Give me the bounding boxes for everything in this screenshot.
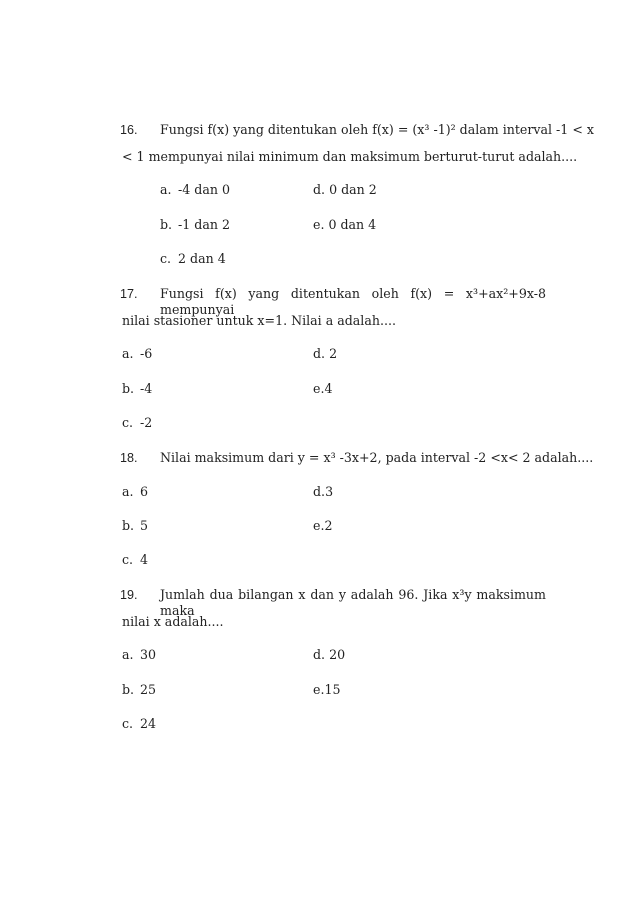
question-16-option-a: [160, 182, 230, 198]
option-text: -6: [140, 346, 153, 361]
option-label: a.: [122, 484, 134, 499]
question-17-text-line2: nilai stasioner untuk x=1. Nilai a adalah....: [122, 313, 396, 328]
option-label: b.: [122, 518, 135, 533]
question-16-option-c: [160, 251, 226, 267]
question-16-option-b: [160, 217, 230, 233]
question-18-option-a: [122, 484, 148, 500]
option-text: e.4: [313, 381, 333, 396]
question-16-text-line1: Fungsi f(x) yang ditentukan oleh f(x) = (x³ -1)² dalam interval -1 < x: [160, 122, 594, 137]
option-text: d. 20: [313, 647, 346, 662]
question-18-option-e: [313, 518, 332, 534]
option-text: 5: [140, 518, 149, 533]
option-text: -4 dan 0: [178, 182, 230, 197]
question-17-option-b: [122, 381, 152, 397]
question-17-number: 17.: [120, 287, 138, 301]
option-label: a.: [122, 346, 134, 361]
option-text: e.15: [313, 682, 341, 697]
question-17-option-c: [122, 415, 152, 431]
option-label: c.: [122, 552, 134, 567]
option-label: b.: [122, 381, 135, 396]
option-label: a.: [122, 647, 134, 662]
question-16-number: 16.: [120, 123, 138, 137]
question-18-option-c: [122, 552, 148, 568]
option-label: c.: [122, 415, 134, 430]
option-text: d.3: [313, 484, 334, 499]
option-text: 30: [140, 647, 157, 662]
question-19-text-line2: nilai x adalah....: [122, 614, 224, 629]
option-text: 25: [140, 682, 157, 697]
question-19-option-c: [122, 716, 156, 732]
option-text: e.2: [313, 518, 333, 533]
question-17-option-e: [313, 381, 332, 397]
question-16-option-d: [313, 182, 377, 198]
question-19-option-e: [313, 682, 340, 698]
option-label: a.: [160, 182, 172, 197]
question-18-text-line1: Nilai maksimum dari y = x³ -3x+2, pada interval -2 <x< 2 adalah....: [160, 450, 594, 465]
option-text: d. 0 dan 2: [313, 182, 377, 197]
option-text: e. 0 dan 4: [313, 217, 377, 232]
option-label: b.: [160, 217, 173, 232]
option-text: -2: [140, 415, 153, 430]
option-label: b.: [122, 682, 135, 697]
question-18-option-d: [313, 484, 333, 500]
question-16-text-line2: < 1 mempunyai nilai minimum dan maksimum berturut-turut adalah....: [122, 149, 578, 164]
question-19-option-a: [122, 647, 156, 663]
option-text: -4: [140, 381, 153, 396]
option-text: 24: [140, 716, 157, 731]
option-label: c.: [122, 716, 134, 731]
question-19-option-b: [122, 682, 156, 698]
option-text: -1 dan 2: [178, 217, 230, 232]
question-19-number: 19.: [120, 588, 138, 602]
question-18-option-b: [122, 518, 148, 534]
option-text: 4: [140, 552, 149, 567]
question-19-text-line1: Jumlah dua bilangan x dan y adalah 96. Jika x³y maksimum maka: [160, 587, 546, 618]
question-16-option-e: [313, 217, 376, 233]
option-text: 2 dan 4: [178, 251, 226, 266]
question-17-text-line1: Fungsi f(x) yang ditentukan oleh f(x) = x³+ax²+9x-8 mempunyai: [160, 286, 546, 317]
option-label: c.: [160, 251, 172, 266]
question-17-option-a: [122, 346, 152, 362]
option-text: 6: [140, 484, 149, 499]
question-17-option-d: [313, 346, 337, 362]
question-18-number: 18.: [120, 451, 138, 465]
option-text: d. 2: [313, 346, 338, 361]
question-19-option-d: [313, 647, 345, 663]
